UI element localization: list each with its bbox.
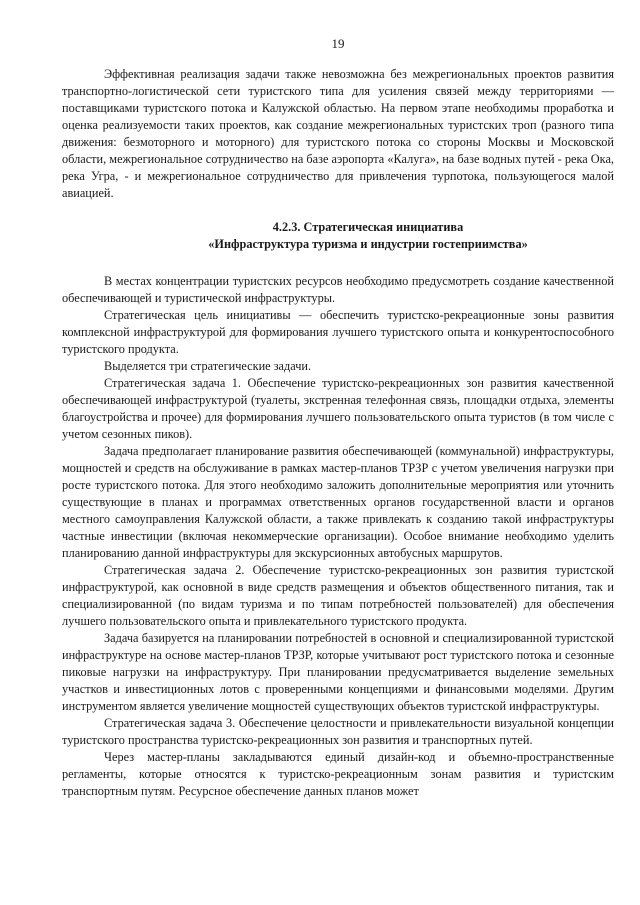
paragraph: Задача предполагает планирование развития обеспечивающей (коммунальной) инфраструктуры, мощностей и средств на обслуживание в рамках мастер-планов ТРЗР с учетом увеличения нагрузки при росте туристского потока. Для этого необходимо заложить дополнительные мероприятия или уточнить существующие в планах и программах ответственных органов государственной власти и органов местного самоуправления Калужской области, а также привлекать к созданию такой инфраструктуры частные инвестиции (включая некоммерческие организации). Особое внимание необходимо уделить планированию данной инфраструктуры для экскурсионных автобусных маршрутов. xyxy=(62,444,614,560)
section-heading-line-1: 4.2.3. Стратегическая инициатива xyxy=(272,220,464,234)
paragraph: Стратегическая задача 1. Обеспечение туристско-рекреационных зон развития качественной обеспечивающей инфраструктурой (туалеты, экстренная телефонная связь, площадки отдыха, элементы благоустройства и прочее) для формирования лучшего пользовательского опыта туристов (в том числе с учетом сезонных пиков). xyxy=(62,376,614,441)
document-body xyxy=(62,66,614,800)
document-page xyxy=(62,0,614,905)
paragraph: В местах концентрации туристских ресурсов необходимо предусмотреть создание качественной обеспечивающей и туристической инфраструктуры. xyxy=(62,274,614,305)
paragraph: Эффективная реализация задачи также невозможна без межрегиональных проектов развития транспортно-логистической сети туристского типа для усиления связей между территориями — поставщиками туристского потока и Калужской областью. На первом этапе необходимы проработка и оценка реализуемости таких проектов, как создание межрегиональных туристских троп (разного типа движения: безмоторного и моторного) для туристского потока со стороны Москвы и Московской области, межрегиональное сотрудничество на базе аэропорта «Калуга», на базе водных путей - река Ока, река Угра, - и межрегиональное сотрудничество для привлечения турпотока, пользующегося малой авиацией. xyxy=(62,67,614,200)
paragraph: Стратегическая задача 3. Обеспечение целостности и привлекательности визуальной концепции туристского пространства туристско-рекреационных зон развития и транспортных путей. xyxy=(62,716,614,747)
paragraph: Стратегическая цель инициативы — обеспечить туристско-рекреационные зоны развития комплексной инфраструктурой для формирования лучшего туристского опыта и конкурентоспособного туристского продукта. xyxy=(62,308,614,356)
paragraph: Стратегическая задача 2. Обеспечение туристско-рекреационных зон развития туристской инфраструктурой, как основной в виде средств размещения и объектов общественного питания, так и специализированной (по видам туризма и по типам потребностей пользователей) для обеспечения лучшего пользовательского опыта и привлекательного туристского продукта. xyxy=(62,563,614,628)
section-heading-line-2: «Инфраструктура туризма и индустрии гостеприимства» xyxy=(208,237,528,251)
paragraph: Задача базируется на планировании потребностей в основной и специализированной туристской инфраструктуре на основе мастер-планов ТРЗР, которые учитывают рост туристского потока и сезонные пиковые нагрузки на инфраструктуру. При планировании предусматривается выделение земельных участков и инвестиционных лотов с проверенными концепциями и финансовыми моделями. Другим инструментом является увеличение мощностей существующих объектов туристской инфраструктуры. xyxy=(62,631,614,713)
paragraph: Выделяется три стратегические задачи. xyxy=(104,359,312,373)
page-number: 19 xyxy=(331,36,345,51)
paragraph: Через мастер-планы закладываются единый дизайн-код и объемно-пространственные регламенты, которые относятся к туристско-рекреационным зонам развития и туристским транспортным путям. Ресурсное обеспечение данных планов может xyxy=(62,750,614,798)
